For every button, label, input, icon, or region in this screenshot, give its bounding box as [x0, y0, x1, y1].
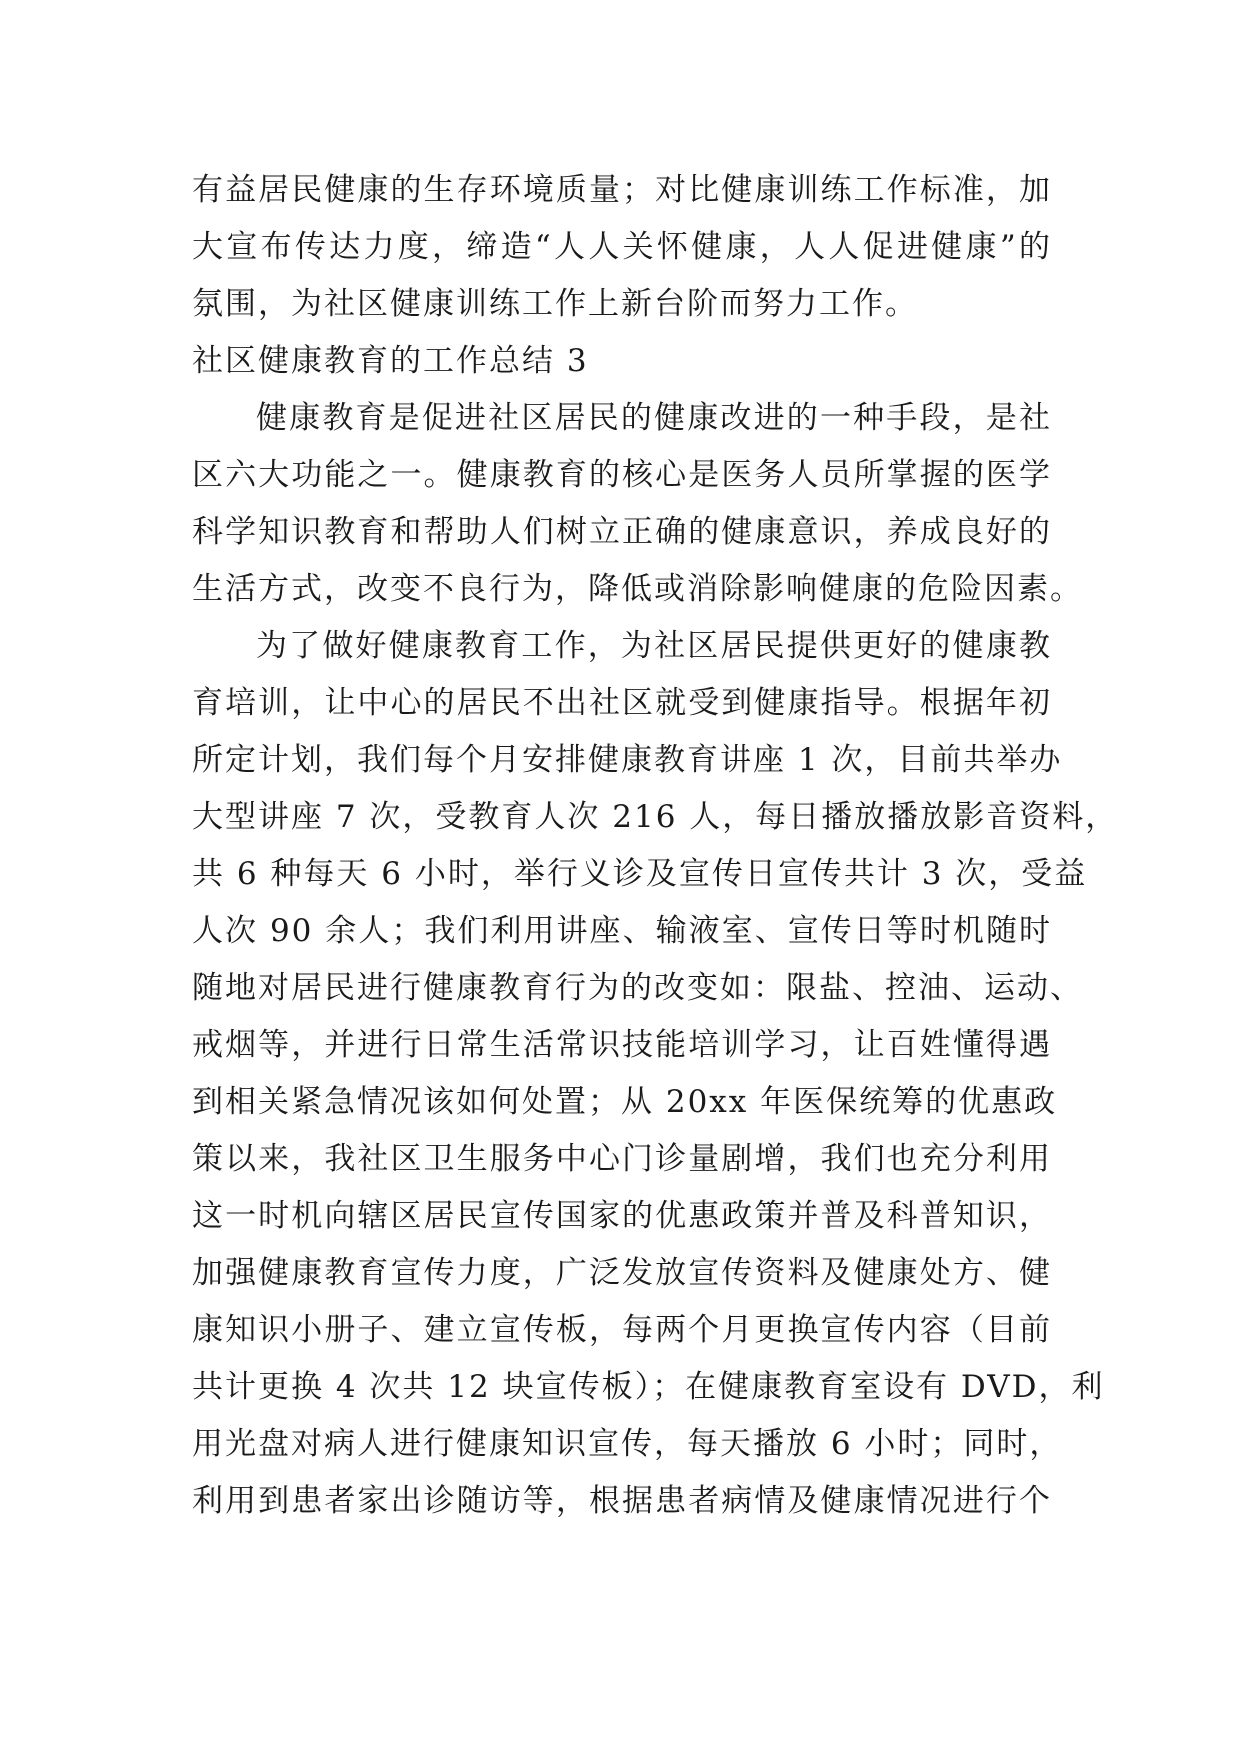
- text-line: 随地对居民进行健康教育行为的改变如：限盐、控油、运动、: [192, 970, 1083, 1006]
- text-line: 氛围，为社区健康训练工作上新台阶而努力工作。: [192, 286, 918, 322]
- text-line: 生活方式，改变不良行为，降低或消除影响健康的危险因素。: [192, 571, 1083, 607]
- text-line: 加强健康教育宣传力度，广泛发放宣传资料及健康处方、健: [192, 1255, 1052, 1291]
- text-line: 人次 90 余人；我们利用讲座、输液室、宣传日等时机随时: [192, 913, 1052, 949]
- text-line: 用光盘对病人进行健康知识宣传，每天播放 6 小时；同时，: [192, 1426, 1063, 1462]
- text-line: 利用到患者家出诊随访等，根据患者病情及健康情况进行个: [192, 1483, 1052, 1519]
- text-line: 戒烟等，并进行日常生活常识技能培训学习，让百姓懂得遇: [192, 1027, 1052, 1063]
- text-line: 有益居民健康的生存环境质量；对比健康训练工作标准，加: [192, 172, 1052, 208]
- text-line: 所定计划，我们每个月安排健康教育讲座 1 次，目前共举办: [192, 742, 1063, 778]
- text-line: 这一时机向辖区居民宣传国家的优惠政策并普及科普知识，: [192, 1198, 1052, 1234]
- text-line: 策以来，我社区卫生服务中心门诊量剧增，我们也充分利用: [192, 1141, 1052, 1177]
- text-line: 康知识小册子、建立宣传板，每两个月更换宣传内容（目前: [192, 1312, 1052, 1348]
- paragraph-2: [192, 618, 1119, 1530]
- text-line: 育培训，让中心的居民不出社区就受到健康指导。根据年初: [192, 685, 1052, 721]
- text-line: 为了做好健康教育工作，为社区居民提供更好的健康教: [256, 628, 1052, 664]
- text-line: 到相关紧急情况该如何处置；从 20xx 年医保统筹的优惠政: [192, 1084, 1058, 1120]
- text-line: 科学知识教育和帮助人们树立正确的健康意识，养成良好的: [192, 514, 1052, 550]
- text-line: 健康教育是促进社区居民的健康改进的一种手段，是社: [256, 400, 1052, 436]
- text-line: 大宣布传达力度，缔造“人人关怀健康，人人促进健康”的: [192, 229, 1052, 265]
- continuation-paragraph: [192, 162, 1052, 333]
- paragraph-1: [192, 390, 1083, 618]
- document-page: [192, 162, 1119, 1530]
- text-line: 共计更换 4 次共 12 块宣传板）；在健康教育室设有 DVD，利: [192, 1369, 1105, 1405]
- text-line: 共 6 种每天 6 小时，举行义诊及宣传日宣传共计 3 次，受益: [192, 856, 1088, 892]
- section-heading: 社区健康教育的工作总结 3: [192, 343, 589, 379]
- text-line: 区六大功能之一。健康教育的核心是医务人员所掌握的医学: [192, 457, 1052, 493]
- text-line: 大型讲座 7 次，受教育人次 216 人，每日播放播放影音资料，: [192, 799, 1119, 835]
